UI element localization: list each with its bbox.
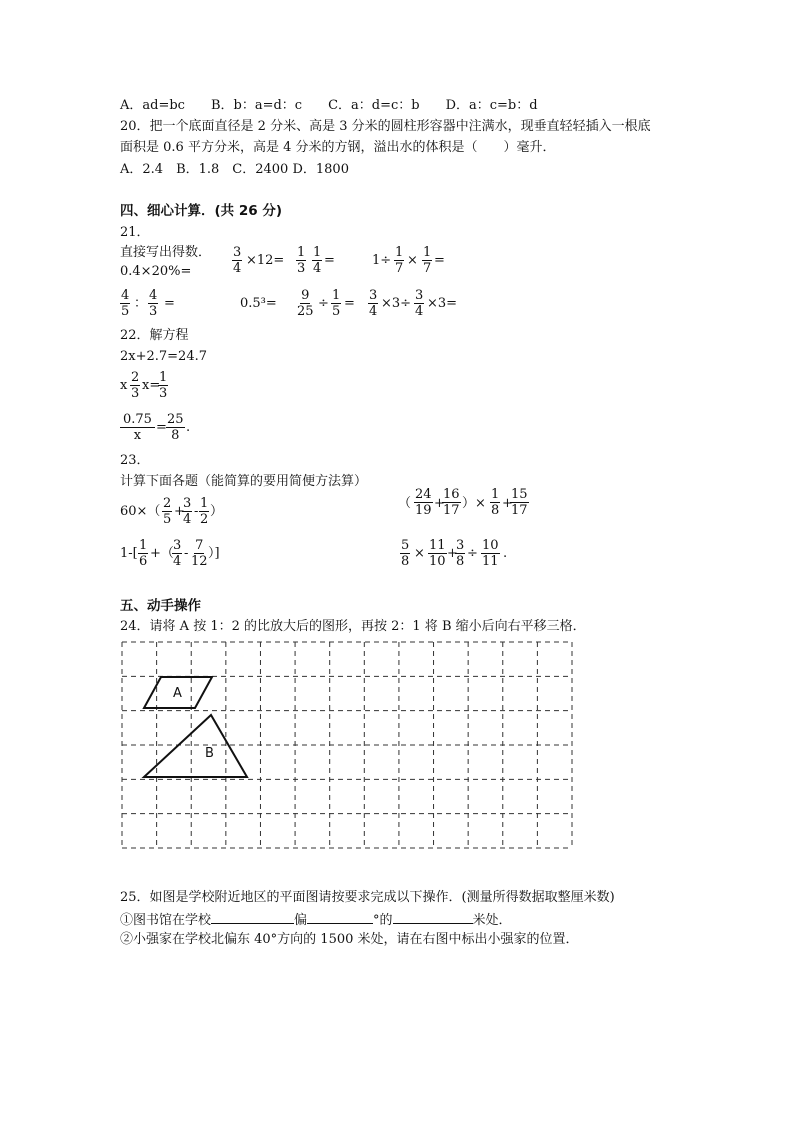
- q22-equation-2-var: x: [120, 378, 128, 393]
- q23-operator: ×: [414, 546, 425, 561]
- q24-text: 24．请将 A 按 1：2 的比放大后的图形，再按 2：1 将 B 缩小后向右平移三格．: [120, 619, 586, 634]
- q22-fraction: 2 3: [131, 370, 140, 401]
- q23-a-pre: 60×（: [120, 504, 161, 519]
- dashed-grid: [122, 642, 572, 848]
- q25-item-1-part-c: °的: [373, 913, 393, 928]
- q23-b-mid: ）×: [462, 496, 486, 511]
- q23-fraction: 11 10: [429, 538, 446, 569]
- q25-item-1-part-a: ①图书馆在学校: [120, 913, 212, 928]
- q21-equals: =: [434, 253, 445, 268]
- q25-item-1-part-b: 偏: [294, 913, 308, 928]
- q23-intro: 计算下面各题（能简算的要用简便方法算）: [120, 474, 368, 489]
- q21-operator: ÷: [318, 296, 329, 311]
- q21-fraction: 1 7: [395, 245, 404, 276]
- q22-equation-1: 2x+2.7=24.7: [120, 349, 208, 364]
- answer-blank-distance[interactable]: [393, 911, 473, 924]
- q20-line2: 面积是 0.6 平方分米，高是 4 分米的方钢，溢出水的体积是（ ）毫升．: [120, 140, 556, 155]
- q22-equation-2-mid: x=: [142, 378, 161, 393]
- q22-fraction: 1 3: [159, 370, 168, 401]
- q25-item-1: [120, 911, 512, 929]
- q21-fraction: 1 4: [313, 245, 322, 276]
- q20-line1: 20．把一个底面直径是 2 分米、高是 3 分米的圆柱形容器中注满水，现垂直轻轻插入一根底: [120, 119, 651, 134]
- q23-fraction: 3 8: [456, 538, 465, 569]
- q23-operator: +: [434, 496, 445, 511]
- q23-operator: -: [194, 504, 199, 519]
- q23-a-tail: ）: [210, 504, 224, 519]
- q23-c-pre: 1-[: [120, 546, 138, 561]
- q21-expr-6: 0.5³=: [240, 296, 277, 311]
- q21-intro: 直接写出得数．: [120, 245, 212, 260]
- q21-equals: ×3=: [427, 296, 458, 311]
- q21-fraction: 3 4: [233, 245, 242, 276]
- q22-fraction: 0.75 x: [120, 412, 155, 443]
- q22-fraction: 25 8: [167, 412, 184, 443]
- q23-fraction: 1 8: [491, 487, 500, 518]
- q23-c-tail: ）]: [208, 546, 220, 561]
- q21-expr-4: 1÷: [372, 253, 392, 268]
- q20-options: A．2.4 B．1.8 C．2400 D．1800: [120, 162, 349, 177]
- answer-blank-angle[interactable]: [307, 911, 373, 924]
- q21-fraction: 3 4: [369, 288, 378, 319]
- q21-expr-3: =: [324, 253, 335, 268]
- q22-title: 22．解方程: [120, 328, 189, 343]
- q23-fraction: 24 19: [415, 487, 432, 518]
- q23-d-tail: .: [503, 546, 508, 561]
- q23-fraction: 7 12: [191, 538, 208, 569]
- section-4-title: 四、细心计算．(共 26 分): [120, 203, 283, 219]
- q23-number: 23．: [120, 453, 150, 468]
- q23-fraction: 1 6: [139, 538, 148, 569]
- q23-operator: ÷: [467, 546, 478, 561]
- q24-grid-figure: [0, 630, 794, 870]
- q23-fraction: 16 17: [443, 487, 460, 518]
- q19-options: A．ad=bc B．b：a=d：c C．a：d=c：b D．a：c=b：d: [120, 98, 538, 113]
- q21-fraction: 1 7: [423, 245, 432, 276]
- shape-b-label: B: [205, 746, 214, 761]
- q23-fraction: 5 8: [401, 538, 410, 569]
- q25-text: 25．如图是学校附近地区的平面图请按要求完成以下操作．(测量所得数据取整厘米数): [120, 890, 615, 905]
- q21-equals: =: [344, 296, 355, 311]
- q21-equals: =: [164, 296, 175, 311]
- q22-equation-3-equals: =: [156, 420, 167, 435]
- q21-fraction: 4 3: [149, 288, 158, 319]
- q23-operator: -: [184, 546, 189, 561]
- q23-operator: +: [174, 504, 185, 519]
- answer-blank-direction[interactable]: [211, 911, 294, 924]
- q21-fraction: 1 3: [297, 245, 306, 276]
- q23-fraction: 2 5: [163, 496, 172, 527]
- q21-expr-1: 0.4×20%=: [120, 264, 192, 279]
- q23-fraction: 1 2: [200, 496, 209, 527]
- q21-operator: ×: [407, 253, 418, 268]
- q21-number: 21．: [120, 225, 150, 240]
- q21-fraction: 9 25: [297, 288, 314, 319]
- q23-fraction: 10 11: [482, 538, 499, 569]
- q21-fraction: 1 5: [332, 288, 341, 319]
- q22-equation-3-end: .: [186, 420, 191, 435]
- q23-c-mid: +（: [150, 546, 174, 561]
- q25-item-2: ②小强家在学校北偏东 40°方向的 1500 米处，请在右图中标出小强家的位置．: [120, 932, 579, 947]
- q23-operator: +: [502, 496, 513, 511]
- q23-fraction: 3 4: [183, 496, 192, 527]
- q21-fraction: 3 4: [415, 288, 424, 319]
- q21-operator: ×3÷: [381, 296, 412, 311]
- q21-fraction: 4 5: [121, 288, 130, 319]
- shape-b-triangle: [144, 715, 247, 777]
- q23-fraction: 15 17: [511, 487, 528, 518]
- q21-expr-2: ×12=: [246, 253, 285, 268]
- shape-a-label: A: [173, 686, 182, 701]
- section-5-title: 五、动手操作: [120, 598, 201, 614]
- q23-b-pre: （: [398, 496, 412, 511]
- q21-operator: ：: [134, 296, 148, 311]
- q23-operator: +: [447, 546, 458, 561]
- q25-item-1-part-d: 米处．: [472, 913, 512, 928]
- q23-fraction: 3 4: [173, 538, 182, 569]
